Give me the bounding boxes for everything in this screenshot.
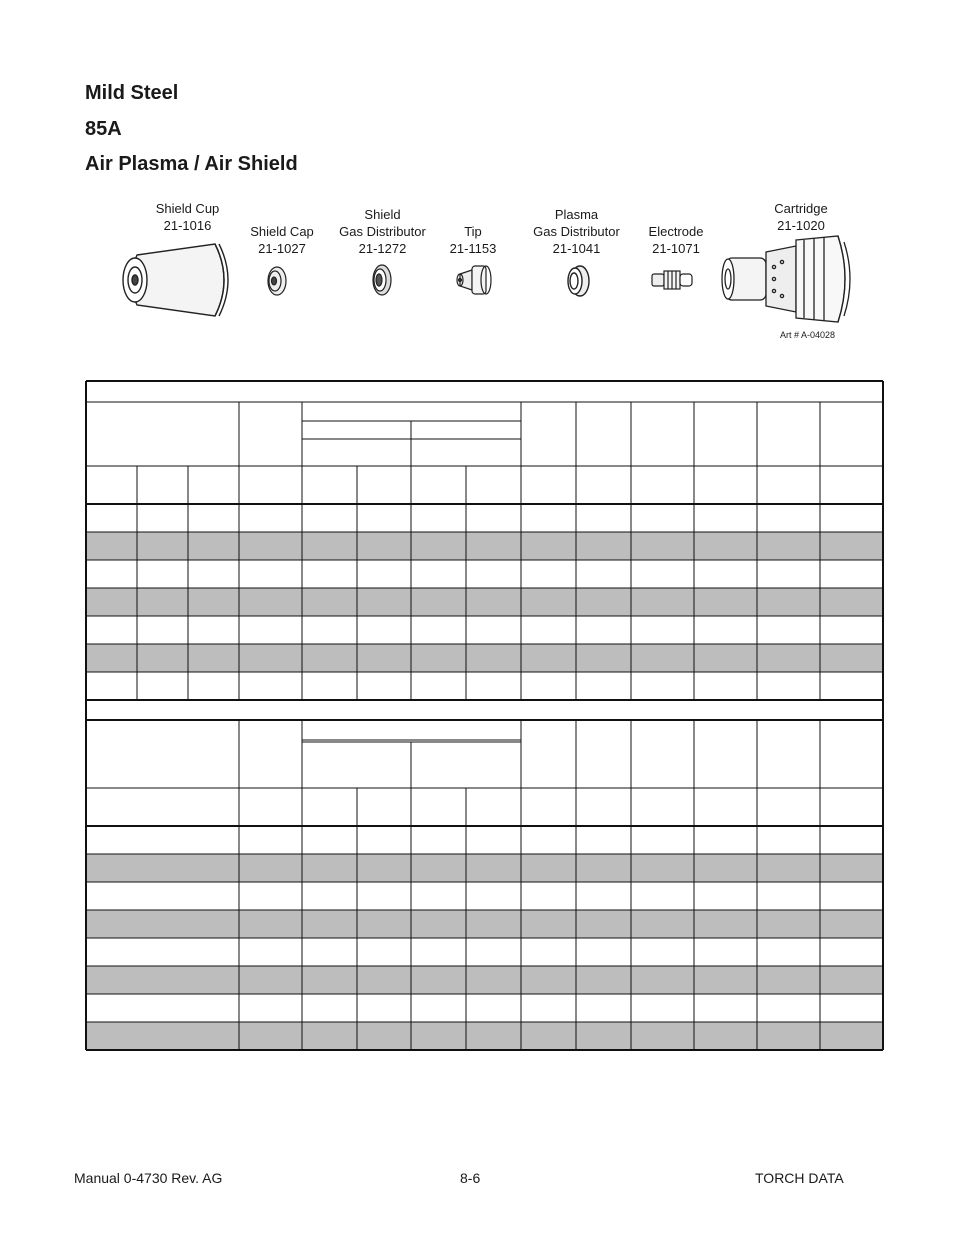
- shield-cup-number: 21-1016: [163, 218, 212, 233]
- art-reference: Art # A-04028: [780, 330, 836, 340]
- shaded-row: [86, 910, 883, 938]
- electrode-name: Electrode: [648, 224, 704, 239]
- shaded-row: [86, 1022, 883, 1050]
- shield-cap-number: 21-1027: [258, 241, 306, 256]
- gas-heading: Air Plasma / Air Shield: [85, 153, 298, 175]
- shaded-row: [86, 854, 883, 882]
- shield-gas-distributor-name-2: Gas Distributor: [339, 224, 426, 239]
- shield-gas-distributor-name-1: Shield: [364, 207, 401, 222]
- shaded-row: [86, 966, 883, 994]
- amperage-heading: 85A: [85, 118, 122, 140]
- tip-name: Tip: [464, 224, 482, 239]
- plasma-gas-distributor-name-1: Plasma: [554, 207, 599, 222]
- shaded-row: [86, 588, 883, 616]
- section-title: TORCH DATA: [755, 1170, 844, 1186]
- manual-reference: Manual 0-4730 Rev. AG: [74, 1170, 223, 1186]
- plasma-gas-distributor-name-2: Gas Distributor: [533, 224, 620, 239]
- page-number: 8-6: [460, 1170, 481, 1186]
- cartridge-name: Cartridge: [774, 201, 828, 216]
- tip-number: 21-1153: [449, 241, 497, 256]
- cartridge-number: 21-1020: [777, 218, 825, 233]
- shield-cup-name: Shield Cup: [155, 201, 220, 216]
- shaded-row: [86, 532, 883, 560]
- material-heading: Mild Steel: [85, 82, 179, 104]
- electrode-number: 21-1071: [652, 241, 700, 256]
- shield-cap-name: Shield Cap: [250, 224, 314, 239]
- plasma-gas-distributor-number: 21-1041: [552, 241, 601, 256]
- shield-gas-distributor-number: 21-1272: [358, 241, 407, 256]
- shaded-row: [86, 644, 883, 672]
